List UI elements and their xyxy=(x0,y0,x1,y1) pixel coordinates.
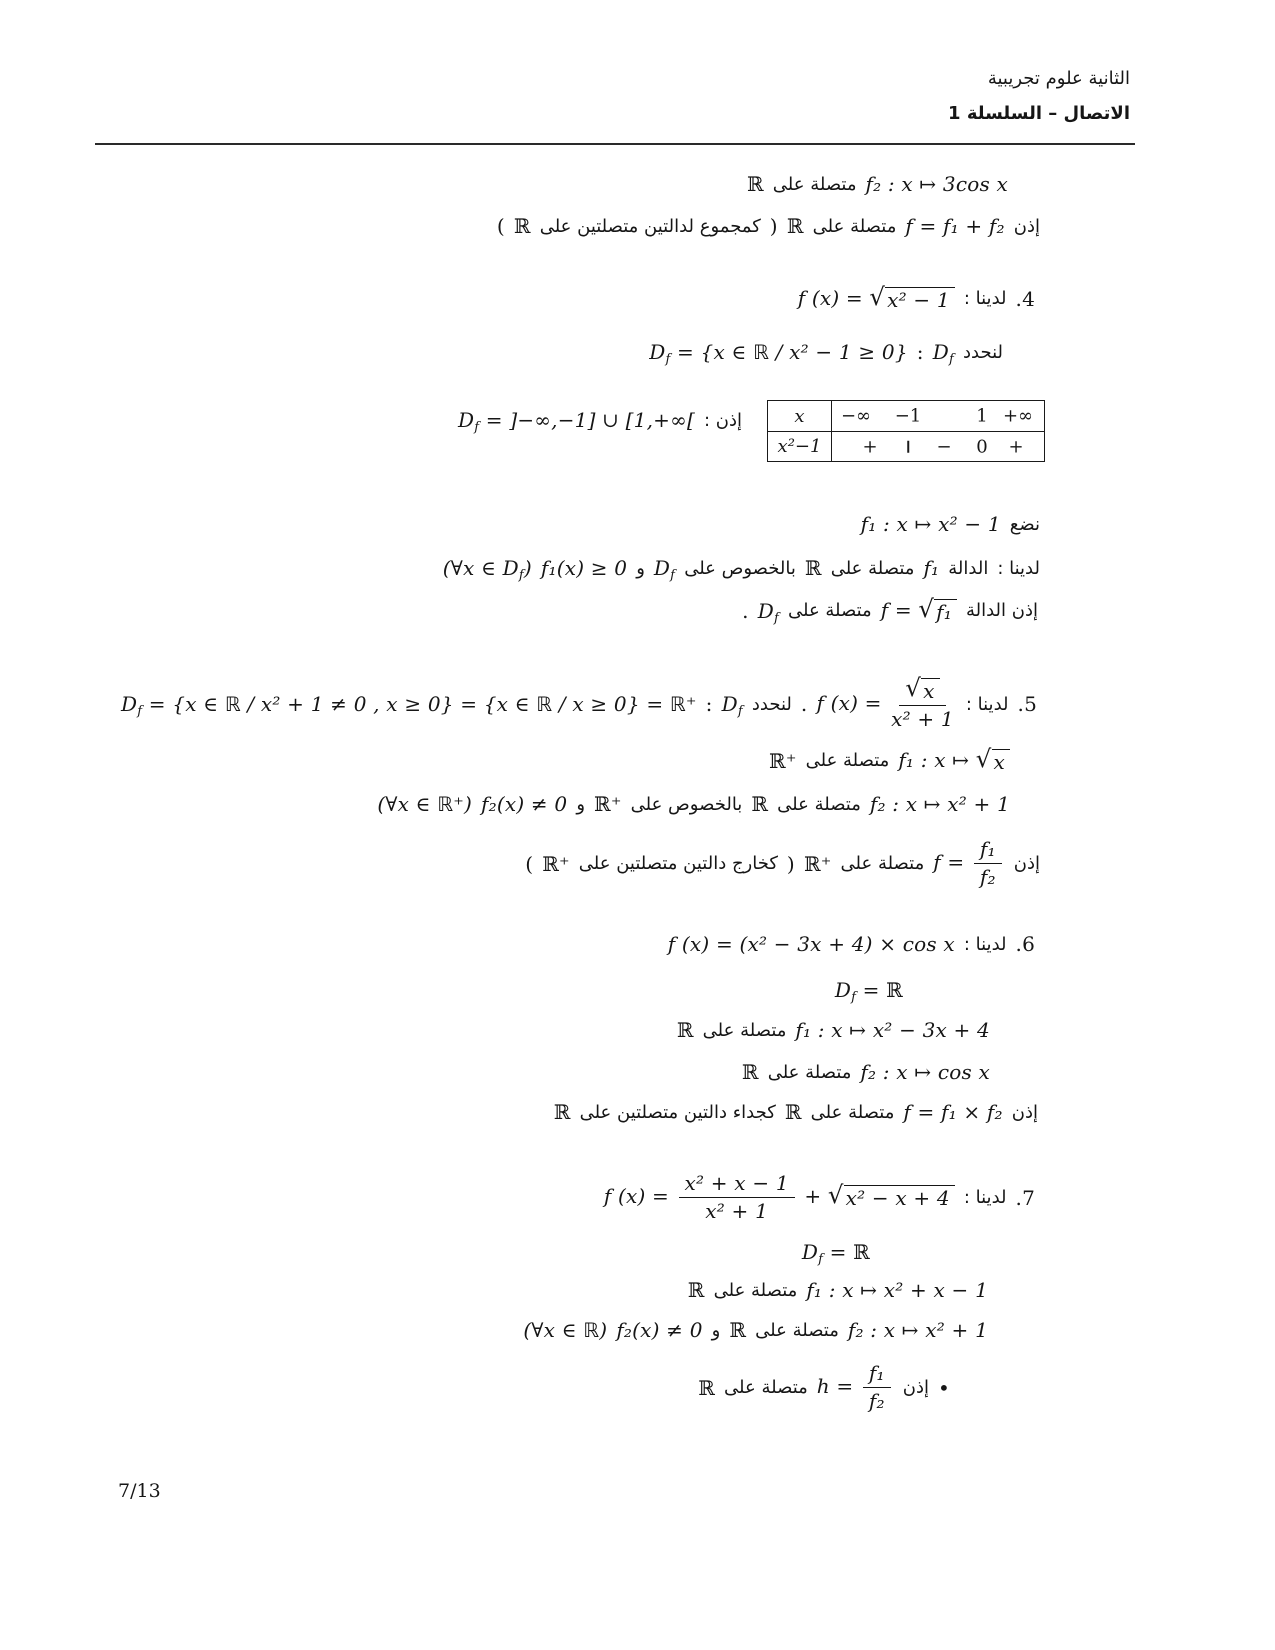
sub-f: f xyxy=(818,1252,824,1267)
text-as-product-of-two-continuous: كجداء دالتين متصلتين على xyxy=(579,1101,776,1123)
symbol-R-plus: ℝ⁺ xyxy=(769,748,797,773)
math-forall-Rplus: (∀x ∈ ℝ⁺) xyxy=(377,792,473,816)
symbol-R: ℝ xyxy=(804,556,822,580)
fraction-denominator: x² + 1 xyxy=(891,706,954,731)
radicand: x xyxy=(921,678,939,702)
math-Df xyxy=(932,340,954,367)
radical-sign: √ xyxy=(905,673,922,703)
symbol-R: ℝ xyxy=(553,1100,571,1124)
text-then: إذن xyxy=(1013,215,1040,237)
line-item4-interval xyxy=(457,408,742,435)
symbol-R-plus: ℝ⁺ xyxy=(542,851,570,876)
bullet-marker: • xyxy=(938,1375,950,1400)
sign-table-signs xyxy=(832,431,1044,461)
line-item6-domain xyxy=(834,978,903,1005)
fraction-denominator: f₂ xyxy=(979,865,996,889)
fraction-numerator: x² + x − 1 xyxy=(679,1172,795,1198)
radical-sign: √ xyxy=(827,1180,844,1210)
math-set: = {x ∈ ℝ / x² − 1 ≥ 0} xyxy=(670,340,908,364)
fraction-numerator: f₁ xyxy=(863,1362,891,1388)
math-f-eq-sqrt-f1 xyxy=(880,594,957,625)
value-minus-one: −1 xyxy=(894,405,922,427)
symbol-R: ℝ xyxy=(513,214,531,238)
math-lhs: f (x) = xyxy=(603,1184,676,1208)
math-eq-R: = ℝ xyxy=(823,1240,870,1264)
sqrt-radical xyxy=(975,744,1010,775)
text-we-have: لدينا : xyxy=(997,557,1040,579)
text-and: و xyxy=(576,793,586,815)
math-lhs: f = xyxy=(880,598,919,622)
text-the-function: الدالة xyxy=(948,557,989,579)
line-item5-intro xyxy=(120,673,1037,731)
math-lhs: h = xyxy=(816,1374,860,1398)
sign-plus: + xyxy=(1008,436,1024,457)
open-paren: ( xyxy=(496,214,505,238)
text-and: و xyxy=(636,557,645,579)
text-as-quotient-of-two-continuous: كخارج دالتين متصلتين على xyxy=(578,853,778,874)
line-item6-f1 xyxy=(677,1018,990,1042)
math-D: D xyxy=(653,556,671,580)
text-in-particular-on: بالخصوص على xyxy=(630,793,743,815)
math-f1-positive: f₁(x) ≥ 0 xyxy=(540,556,628,580)
text-in-particular-on: بالخصوص على xyxy=(684,557,796,579)
text-determine: لنحدد xyxy=(963,341,1003,363)
text-we-set: نضع xyxy=(1009,513,1040,535)
math-f2-nonzero: f₂(x) ≠ 0 xyxy=(481,792,568,816)
line-item6-f2 xyxy=(742,1060,990,1084)
sign-table-var-label: x xyxy=(768,401,832,431)
math-f-quotient-def xyxy=(816,673,956,731)
math-forall-open: (∀x ∈ D xyxy=(442,556,519,580)
radicand: x² − 1 xyxy=(885,287,955,311)
value-neg-infinity: −∞ xyxy=(840,405,872,427)
text-continuous-on: متصلة على xyxy=(713,1279,798,1301)
sub-f: f xyxy=(737,704,743,720)
item-number-6: .6 xyxy=(1015,932,1035,956)
radical-sign: √ xyxy=(869,282,886,312)
line-sqrt-conclusion xyxy=(742,594,1038,626)
text-continuous-on: متصلة على xyxy=(805,750,890,772)
math-Df-set-chain xyxy=(120,692,697,720)
math-h-eq-f1-over-f2 xyxy=(817,1362,894,1413)
math-forall-Df xyxy=(442,556,532,583)
line-item7-intro xyxy=(604,1172,1035,1223)
math-Df xyxy=(721,692,743,720)
close-paren: ) xyxy=(523,556,532,580)
line-set-f1 xyxy=(861,512,1040,536)
value-one: 1 xyxy=(976,405,988,427)
math-f-product-def: f (x) = (x² − 3x + 4) × cos x xyxy=(667,932,955,956)
line-item4-domain xyxy=(649,340,1003,367)
text-then: إذن xyxy=(1011,1101,1038,1123)
sqrt-radical xyxy=(905,673,939,704)
text-we-have: لدينا : xyxy=(965,693,1009,715)
sub-f: f xyxy=(773,610,779,626)
header-subject: الثانية علوم تجريبية xyxy=(987,68,1130,89)
sign-zero: 0 xyxy=(976,436,988,457)
sub-f: f xyxy=(665,352,671,367)
sign-table-expr-label: x²−1 xyxy=(768,431,832,461)
line-item6-intro xyxy=(668,932,1035,956)
radical-sign: √ xyxy=(918,594,935,624)
line-item4-intro xyxy=(797,282,1035,313)
symbol-R: ℝ xyxy=(676,1018,694,1042)
fraction-numerator: f₁ xyxy=(974,838,1002,864)
radicand: x² − x + 4 xyxy=(844,1185,955,1209)
sqrt-radical xyxy=(918,594,957,625)
close-paren: ) xyxy=(786,851,795,876)
line-quotient-conclusion xyxy=(525,838,1040,889)
sign-table xyxy=(767,400,1045,462)
text-as-sum-of-two-continuous: كمجموع لدالتين متصلتين على xyxy=(539,215,761,237)
math-Df-eq-R xyxy=(801,1240,870,1267)
sub-f: f xyxy=(851,990,857,1005)
sign-minus: − xyxy=(936,436,952,457)
symbol-R: ℝ xyxy=(786,214,804,238)
fraction xyxy=(974,838,1002,889)
text-so-the-function: إذن الدالة xyxy=(965,600,1038,622)
header-subject-line xyxy=(988,68,1130,89)
text-continuous-on: متصلة على xyxy=(755,1319,839,1341)
text-we-have: لدينا : xyxy=(963,933,1007,955)
math-set-chain: = {x ∈ ℝ / x² + 1 ≠ 0 , x ≥ 0} = {x ∈ ℝ / x ≥ 0} = ℝ⁺ xyxy=(142,692,697,717)
header-title-line xyxy=(948,103,1130,124)
math-f-sqrt-def xyxy=(797,282,955,313)
math-D: D xyxy=(834,978,852,1002)
symbol-R-plus: ℝ⁺ xyxy=(594,792,622,816)
line-product-conclusion xyxy=(554,1100,1038,1124)
text-we-have: لدينا : xyxy=(963,288,1007,310)
sub-f: f xyxy=(474,420,480,435)
symbol-R: ℝ xyxy=(741,1060,759,1084)
math-forall-R: (∀x ∈ ℝ) xyxy=(523,1318,608,1342)
sub-f: f xyxy=(137,704,143,720)
line-f1-properties xyxy=(442,556,1040,583)
math-Df-eq-R xyxy=(834,978,903,1005)
line-item7-domain xyxy=(801,1240,870,1267)
fraction-numerator xyxy=(899,673,945,706)
math-D: D xyxy=(457,408,475,432)
math-f2-cos-def: f₂ : x ↦ 3cos x xyxy=(865,172,1008,196)
math-lhs: f (x) = xyxy=(816,690,889,715)
radicand: f₁ xyxy=(934,599,957,623)
text-then: إذن xyxy=(1013,853,1040,874)
sqrt-radical xyxy=(827,1180,955,1211)
math-lhs: f = xyxy=(933,850,971,874)
text-we-have: لدينا : xyxy=(963,1187,1007,1208)
fraction xyxy=(679,1172,795,1223)
line-sum-conclusion xyxy=(497,214,1040,238)
open-paren: ( xyxy=(525,851,534,876)
line-f2cos-continuous xyxy=(747,172,1008,196)
math-D: D xyxy=(757,598,774,623)
line-item5-f2 xyxy=(377,792,1010,816)
header-series-title: الاتصال – السلسلة 1 xyxy=(948,103,1130,124)
math-lhs: f₁ : x ↦ xyxy=(898,748,976,772)
math-eq-R: = ℝ xyxy=(856,978,903,1002)
math-f2-def: f₂ : x ↦ x² + 1 xyxy=(847,1318,988,1342)
sub-f: f xyxy=(948,352,954,367)
text-continuous-on: متصلة على xyxy=(840,853,925,874)
page-number: 7/13 xyxy=(118,1480,161,1502)
math-f2-def: f₂ : x ↦ x² + 1 xyxy=(869,792,1010,816)
symbol-R: ℝ xyxy=(751,792,769,816)
math-f-eq-f1-over-f2 xyxy=(933,838,1005,889)
math-D: D xyxy=(649,340,666,364)
math-f2-cos-def: f₂ : x ↦ cos x xyxy=(860,1060,990,1084)
sign-table-x-values xyxy=(832,401,1044,431)
symbol-R: ℝ xyxy=(687,1278,705,1302)
text-continuous-on: متصلة على xyxy=(772,173,857,195)
item-number-4: .4 xyxy=(1015,286,1035,311)
line-item7-f2 xyxy=(523,1318,988,1342)
line-item5-f1 xyxy=(769,744,1010,775)
item-number-7: .7 xyxy=(1015,1185,1035,1210)
text-continuous-on: متصلة على xyxy=(787,600,872,622)
text-and: و xyxy=(711,1319,721,1341)
math-D: D xyxy=(932,340,949,364)
math-Df-set xyxy=(649,340,908,367)
sign-table-separator-bar xyxy=(907,440,909,453)
math-D: D xyxy=(120,692,138,717)
sqrt-radical xyxy=(869,282,954,313)
text-then-colon: إذن : xyxy=(703,409,742,431)
colon: : xyxy=(705,692,713,717)
text-continuous-on: متصلة على xyxy=(724,1377,808,1398)
math-Df xyxy=(653,556,676,583)
math-f-sum-def xyxy=(604,1172,955,1223)
symbol-R: ℝ xyxy=(698,1375,716,1400)
math-lhs: f (x) = xyxy=(797,286,870,310)
text-continuous-on: متصلة على xyxy=(812,215,897,237)
symbol-R-plus: ℝ⁺ xyxy=(803,851,832,876)
math-f1: f₁ xyxy=(923,556,940,580)
math-f1-def: f₁ : x ↦ x² − 3x + 4 xyxy=(795,1018,990,1042)
text-continuous-on: متصلة على xyxy=(830,557,915,579)
math-f1-def: f₁ : x ↦ x² − 1 xyxy=(860,512,1001,536)
text-continuous-on: متصلة على xyxy=(702,1019,787,1041)
text-continuous-on: متصلة على xyxy=(767,1061,852,1083)
fraction-denominator: x² + 1 xyxy=(705,1199,768,1223)
line-h-conclusion xyxy=(698,1362,950,1413)
fraction xyxy=(891,673,954,731)
math-interval: = ]−∞,−1] ∪ [1,+∞[ xyxy=(479,408,695,432)
radical-sign: √ xyxy=(975,744,992,774)
line-item7-f1 xyxy=(688,1278,988,1302)
text-continuous-on: متصلة على xyxy=(777,793,861,815)
item-number-5: .5 xyxy=(1017,692,1037,717)
math-plus: + xyxy=(797,1184,828,1208)
math-D: D xyxy=(721,692,738,717)
period: . xyxy=(800,692,808,717)
sub-f: f xyxy=(518,568,524,583)
math-f1-def: f₁ : x ↦ x² + x − 1 xyxy=(806,1278,988,1302)
math-f2-nonzero: f₂(x) ≠ 0 xyxy=(616,1318,703,1342)
text-then: إذن xyxy=(902,1377,929,1398)
math-D: D xyxy=(801,1240,819,1264)
close-paren: ) xyxy=(769,214,778,238)
sign-plus: + xyxy=(862,436,878,457)
symbol-R: ℝ xyxy=(746,172,764,196)
value-pos-infinity: +∞ xyxy=(1002,405,1034,427)
math-f-sum-eq: f = f₁ + f₂ xyxy=(905,214,1005,238)
colon: : xyxy=(916,340,924,364)
math-f1-sqrt-def xyxy=(898,744,1010,775)
fraction xyxy=(863,1362,891,1413)
radicand: x xyxy=(992,749,1010,773)
text-continuous-on: متصلة على xyxy=(810,1101,895,1123)
period: . xyxy=(742,598,749,623)
math-f-eq-f1-times-f2: f = f₁ × f₂ xyxy=(903,1100,1003,1124)
symbol-R: ℝ xyxy=(729,1318,747,1342)
math-Df-interval xyxy=(457,408,695,435)
header-divider-rule xyxy=(95,143,1135,145)
sub-f: f xyxy=(670,568,676,583)
text-determine: لنحدد xyxy=(751,693,792,715)
math-Df xyxy=(757,598,779,626)
symbol-R: ℝ xyxy=(784,1100,802,1124)
fraction-denominator: f₂ xyxy=(868,1389,885,1413)
